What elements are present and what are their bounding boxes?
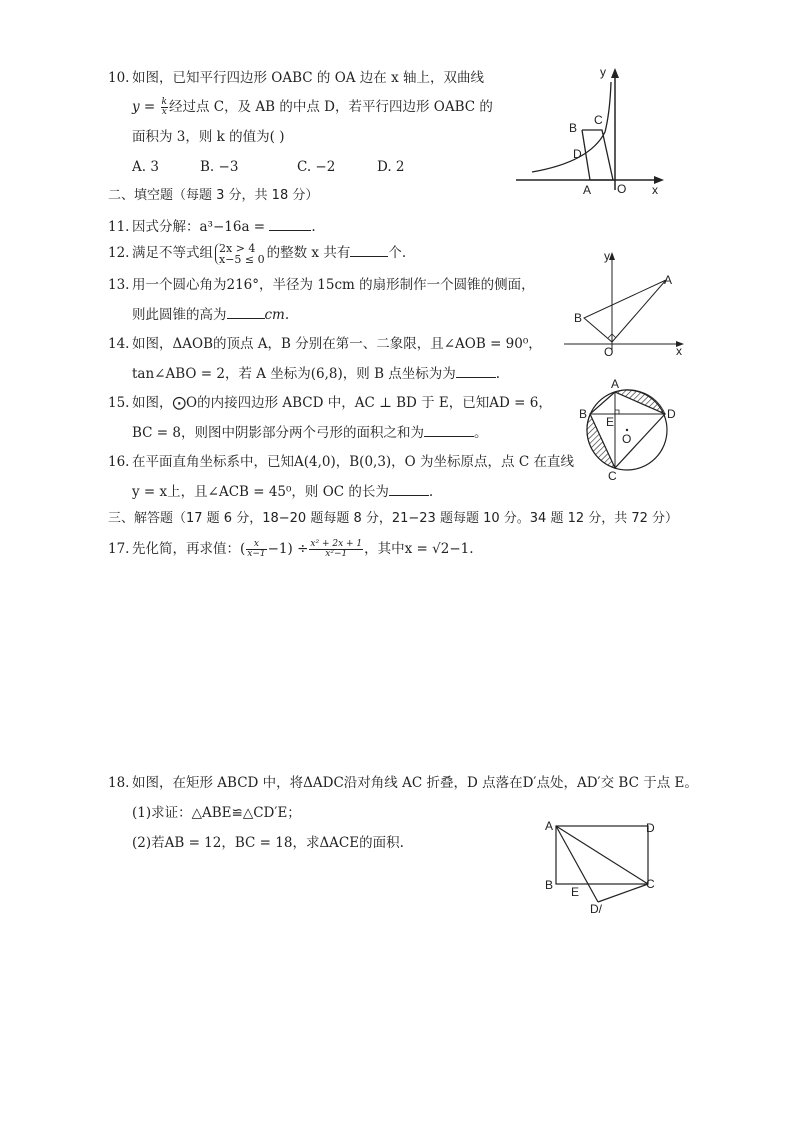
fig15-label-a: A xyxy=(611,377,620,391)
fig15-label-c: C xyxy=(608,469,617,483)
section-3-heading: 三、解答题（17 题 6 分，18−20 题每题 8 分，21−23 题每题 10 分。34 题 12 分，共 72 分） xyxy=(108,511,679,526)
fig18-label-a: A xyxy=(545,819,554,833)
fig14-label-a: A xyxy=(664,273,673,287)
q11-answer-blank[interactable] xyxy=(269,216,311,231)
q10-text-2: 经过点 C，及 AB 的中点 D，若平行四边形 OABC 的 xyxy=(169,99,493,115)
fig10-label-c: C xyxy=(594,113,603,127)
fig15-label-o: O xyxy=(622,432,632,446)
fig18-label-d: D xyxy=(646,821,655,835)
q18-part1: (1)求证：△ABE≌△CD′E； xyxy=(132,805,301,821)
q18-text-1: 如图，在矩形 ABCD 中，将ΔADC沿对角线 AC 折叠，D 点落在D′点处，AD′交 BC 于点 E。 xyxy=(132,775,698,791)
fig10-label-o: O xyxy=(617,182,627,196)
fig10-label-a: A xyxy=(583,183,592,197)
q13-line2: 则此圆锥的高为 cm. xyxy=(132,304,289,325)
fig10-label-y: y xyxy=(600,65,606,79)
q14-text-1: 如图，ΔAOB的顶点 A，B 分别在第一、二象限，且∠AOB = 90⁰， xyxy=(132,336,542,352)
q10-number: 10. xyxy=(108,70,130,86)
q10-text-3: 面积为 3，则 k 的值为( ) xyxy=(132,129,285,145)
q16-answer-blank[interactable] xyxy=(389,481,429,496)
q13-line1: 13. 用一个圆心角为216°，半径为 15cm 的扇形制作一个圆锥的侧面， xyxy=(108,277,535,293)
q12-answer-blank[interactable] xyxy=(350,242,388,257)
q17-fraction-1: $\frac{x}{x-1}$ xyxy=(247,539,266,559)
figure-q10-hyperbola xyxy=(510,62,670,200)
q15-text-1: 如图，⨀O的内接四边形 ABCD 中，AC ⊥ BD 于 E，已知AD = 6， xyxy=(132,395,552,411)
q10-option-a: A. 3 xyxy=(132,159,159,175)
q18-line1: 18. 如图，在矩形 ABCD 中，将ΔADC沿对角线 AC 折叠，D 点落在D′点处，AD′交 BC 于点 E。 xyxy=(108,775,698,791)
figure-q15-circle xyxy=(572,376,684,484)
fig14-label-b: B xyxy=(574,311,583,325)
q10-option-c: C. −2 xyxy=(297,159,336,175)
q10-options xyxy=(132,157,405,177)
figure-q18-rectangle xyxy=(540,816,670,918)
q15-line1: 15. 如图，⨀O的内接四边形 ABCD 中，AC ⊥ BD 于 E，已知AD = 6， xyxy=(108,395,552,411)
q10-option-d: D. 2 xyxy=(377,159,405,175)
q15-line2: BC = 8，则图中阴影部分两个弓形的面积之和为 。 xyxy=(132,422,487,443)
q18-part2: (2)若AB = 12，BC = 18，求ΔACE的面积. xyxy=(132,835,404,851)
fig18-label-e: E xyxy=(571,885,580,899)
fig18-label-c: C xyxy=(646,877,655,891)
q16-text-1: 在平面直角坐标系中，已知A(4,0)，B(0,3)，O 为坐标原点，点 C 在直线 xyxy=(132,454,574,470)
q10-text-1: 如图，已知平行四边形 OABC 的 OA 边在 x 轴上，双曲线 xyxy=(132,70,484,86)
q10-line3 xyxy=(132,127,284,147)
q10-y-eq: y = xyxy=(132,99,156,115)
q10-fraction: $\frac{k}{x}$ xyxy=(161,97,167,117)
fig10-label-b: B xyxy=(569,121,578,135)
fig15-label-e: E xyxy=(606,415,615,429)
q17-text: 先化简，再求值：( xyxy=(132,541,246,557)
fig15-label-d: D xyxy=(667,407,676,421)
q17: 17. 先化简，再求值：( $\frac{x}{x-1}$ −1) ÷ $\frac{\text{x² + 2x + 1}}{\text{x²−1}}$ ，其中x = √2−1. xyxy=(108,539,474,559)
q11-text: 因式分解：a³−16a = xyxy=(132,219,270,235)
fig18-label-b: B xyxy=(545,878,554,892)
fig15-label-b: B xyxy=(579,407,588,421)
q14-line1: 14. 如图，ΔAOB的顶点 A，B 分别在第一、二象限，且∠AOB = 90⁰， xyxy=(108,336,542,352)
q12-text: 满足不等式组 xyxy=(132,245,213,261)
q17-fraction-2: $\frac{\text{x² + 2x + 1}}{\text{x²−1}}$ xyxy=(310,539,363,559)
section-2-heading: 二、填空题（每题 3 分，共 18 分） xyxy=(108,188,319,203)
figure-q14-triangle xyxy=(560,248,690,358)
q14-line2: tan∠ABO = 2，若 A 坐标为(6,8)，则 B 点坐标为为 . xyxy=(132,363,500,384)
q16-line2: y = x上，且∠ACB = 45⁰，则 OC 的长为 . xyxy=(132,481,433,502)
q12-inequality-system: 2x > 4 x−5 ≤ 0 xyxy=(215,243,265,265)
q14-answer-blank[interactable] xyxy=(456,363,496,378)
q10-line1 xyxy=(108,68,484,88)
q12: 12. 满足不等式组 2x > 4 x−5 ≤ 0 的整数 x 共有 个. xyxy=(108,241,407,266)
q13-text-1: 用一个圆心角为216°，半径为 15cm 的扇形制作一个圆锥的侧面， xyxy=(132,277,535,293)
q16-line1: 16. 在平面直角坐标系中，已知A(4,0)，B(0,3)，O 为坐标原点，点 C 在直线 xyxy=(108,454,574,470)
q10-option-b: B. −3 xyxy=(200,159,239,175)
fig18-label-dprime: D/ xyxy=(590,902,602,916)
q15-answer-blank[interactable] xyxy=(424,422,474,437)
fig14-label-o: O xyxy=(604,345,614,358)
q11: 11. 因式分解：a³−16a = . xyxy=(108,216,316,237)
fig10-label-x: x xyxy=(652,183,658,197)
fig10-label-d: D xyxy=(573,147,582,161)
q13-answer-blank[interactable] xyxy=(227,304,265,319)
fig14-label-x: x xyxy=(676,344,682,358)
fig14-label-y: y xyxy=(604,249,610,263)
q10-line2 xyxy=(132,97,493,117)
